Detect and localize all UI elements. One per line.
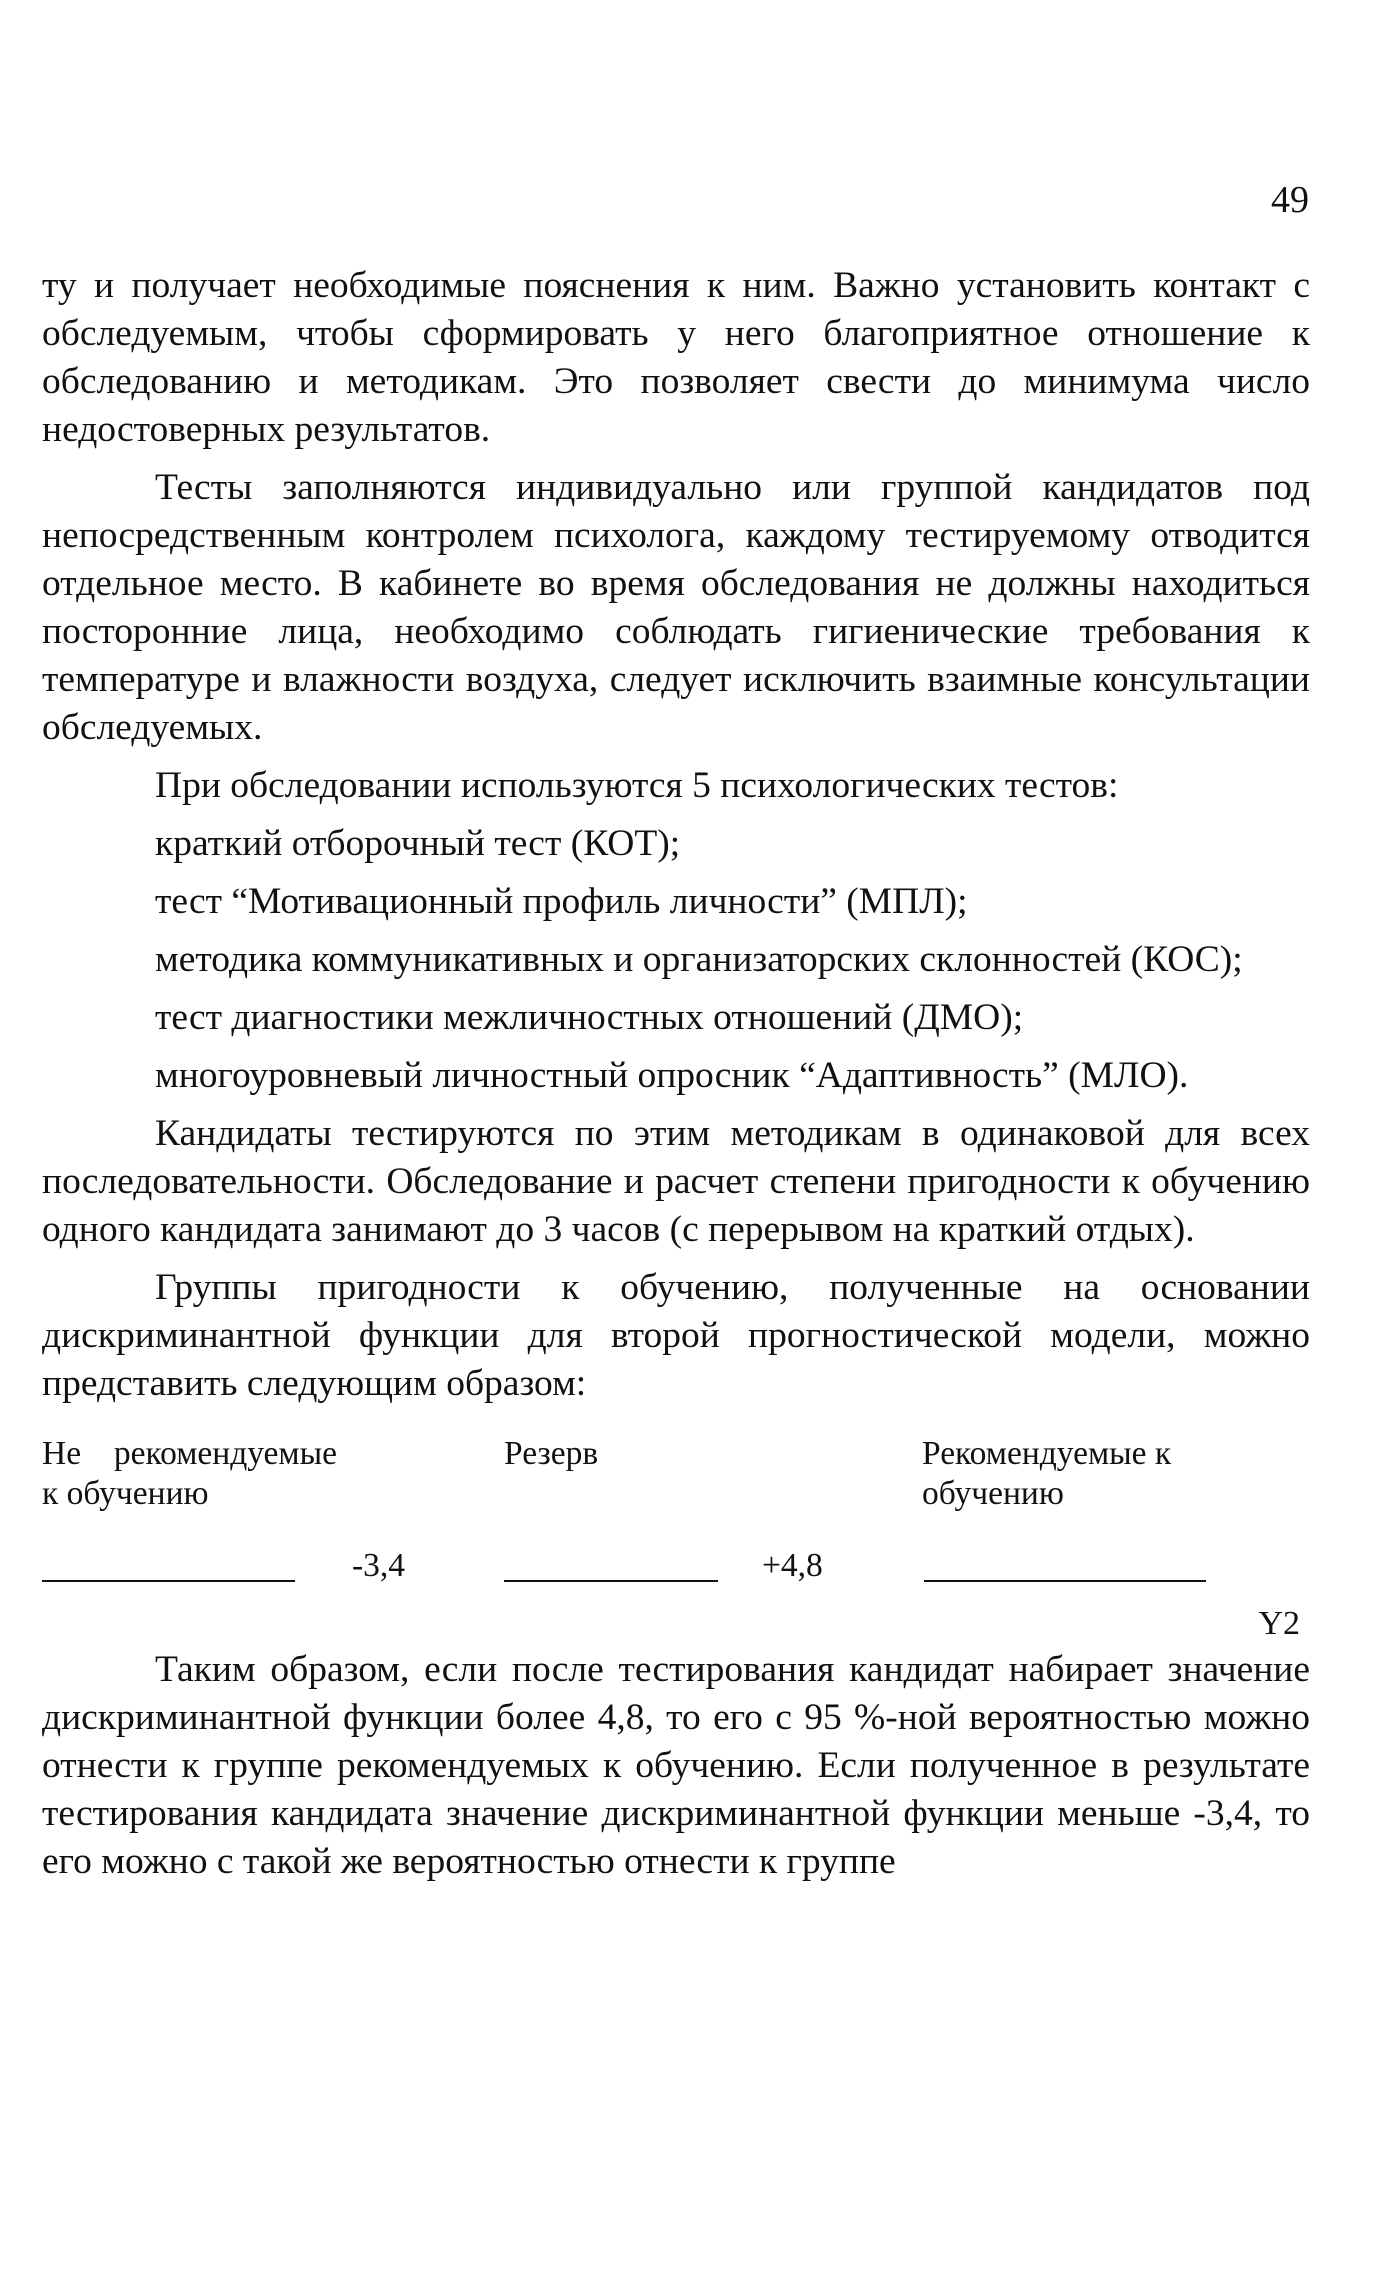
axis-label-y2: Y2 (1258, 1605, 1300, 1642)
page-body (42, 262, 1310, 1896)
suitability-groups-scale (42, 1434, 1310, 1646)
paragraph-2: Тесты заполняются индивидуально или группой кандидатов под непосредственным контролем психолога, каждому тестируемому отводится отдельное место. В кабинете во время обследования не должны находиться посторонние лица, необходимо соблюдать гигиенические требования к температуре и влажности воздуха, следует исключить взаимные консультации обследуемых. (42, 467, 1310, 748)
test-item-kot: краткий отборочный тест (КОТ); (155, 823, 681, 864)
scale-segment-reserve (504, 1580, 718, 1582)
scale-segment-recommended (924, 1580, 1206, 1582)
group-reserve: Резерв (504, 1435, 599, 1472)
test-item-mlo: многоуровневый личностный опросник “Адаптивность” (МЛО). (155, 1055, 1189, 1096)
test-item-mpl: тест “Мотивационный профиль личности” (МПЛ); (155, 881, 968, 922)
paragraph-4: Кандидаты тестируются по этим методикам в одинаковой для всех последовательности. Обследование и расчет степени пригодности к обучению одного кандидата занимают до 3 часов (с перерывом на краткий отдых). (42, 1113, 1310, 1250)
scale-segment-not-recommended (42, 1580, 295, 1582)
tests-list (42, 820, 1310, 1100)
paragraph-6: Таким образом, если после тестирования кандидат набирает значение дискриминантной функции более 4,8, то его с 95 %-ной вероятностью можно отнести к группе рекомендуемых к обучению. Если полученное в результате тестирования кандидата значение дискриминантной функции меньше -3,4, то его можно с такой же вероятностью отнести к группе (42, 1649, 1310, 1882)
group-not-recommended: Не рекомендуемые к обучению (42, 1435, 337, 1512)
paragraph-5: Группы пригодности к обучению, полученные на основании дискриминантной функции для второй прогностической модели, можно представить следующим образом: (42, 1267, 1310, 1404)
test-item-dmo: тест диагностики межличностных отношений (ДМО); (155, 997, 1024, 1038)
paragraph-1: ту и получает необходимые пояснения к ним. Важно установить контакт с обследуемым, чтобы сформировать у него благоприятное отношение к обследованию и методикам. Это позволяет свести до минимума число недостоверных результатов. (42, 265, 1310, 450)
lower-threshold-value: -3,4 (352, 1547, 406, 1584)
page-number: 49 (1271, 179, 1309, 221)
group-recommended: Рекомендуемые к обучению (922, 1435, 1172, 1512)
paragraph-3: При обследовании используются 5 психологических тестов: (155, 765, 1119, 806)
test-item-kos: методика коммуникативных и организаторских склонностей (КОС); (155, 939, 1243, 980)
upper-threshold-value: +4,8 (762, 1547, 823, 1584)
